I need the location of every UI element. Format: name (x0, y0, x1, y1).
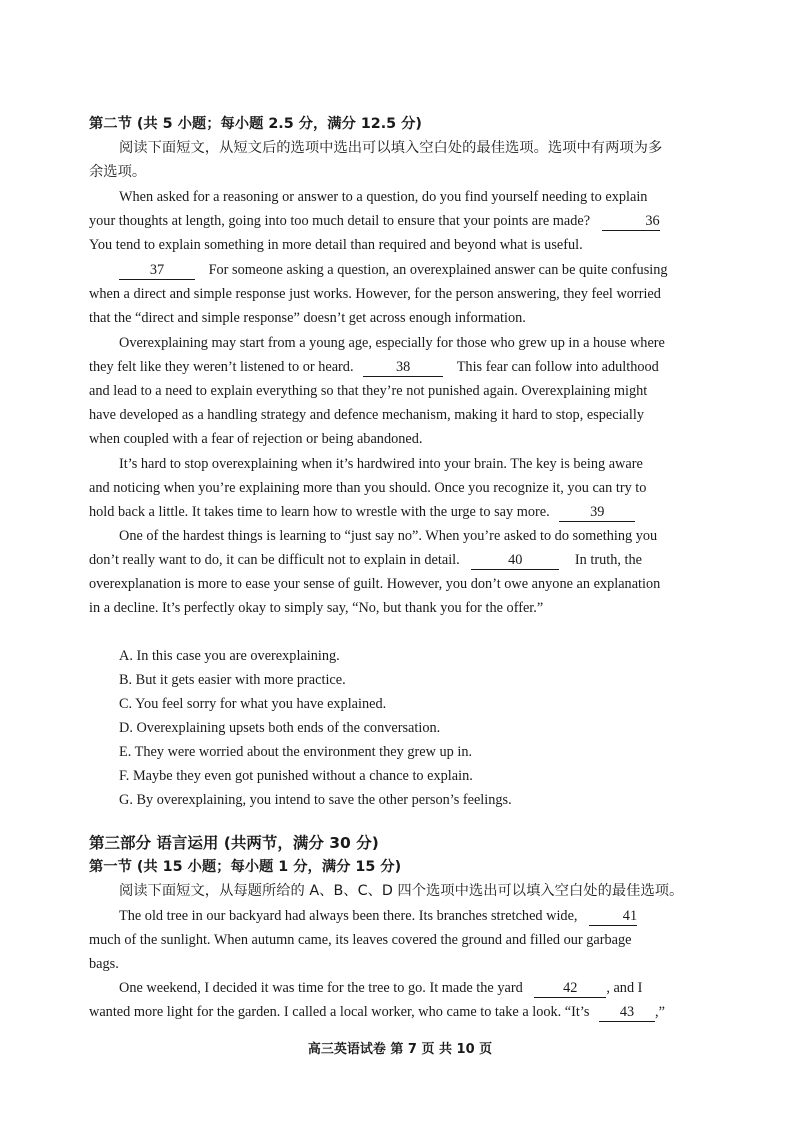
blank-43[interactable]: 43 (599, 1004, 655, 1022)
para3-line3: and lead to a need to explain everything so that they’re not punished again. Overexplaining might (89, 383, 648, 399)
option-e: E. They were worried about the environment they grew up in. (119, 744, 473, 760)
option-c: C. You feel sorry for what you have explained. (119, 696, 387, 712)
para3-line2-text-a: they felt like they weren’t listened to or heard. (89, 359, 354, 375)
section2-instruction-line1: 阅读下面短文，从短文后的选项中选出可以填入空白处的最佳选项。选项中有两项为多 (119, 140, 663, 156)
option-b: B. But it gets easier with more practice. (119, 672, 346, 688)
para3-line2-text-b: This fear can follow into adulthood (456, 359, 659, 375)
para1-line1: When asked for a reasoning or answer to a question, do you find yourself needing to explain (119, 189, 648, 205)
para2-line2: when a direct and simple response just works. However, for the person answering, they feel worried (89, 286, 661, 302)
para5-line2 (89, 549, 642, 571)
para3-line5: when coupled with a fear of rejection or being abandoned. (89, 431, 423, 447)
blank-42[interactable]: 42 (534, 980, 606, 998)
para4-line1: It’s hard to stop overexplaining when it’s hardwired into your brain. The key is being aware (119, 456, 643, 472)
part3-subheading: 第一节 (共 15 小题；每小题 1 分，满分 15 分) (89, 859, 402, 875)
cloze-para1-line1-text: The old tree in our backyard had always been there. Its branches stretched wide, (119, 908, 578, 924)
para1-line3: You tend to explain something in more detail than required and beyond what is useful. (89, 237, 583, 253)
section2-instruction-line2: 余选项。 (89, 164, 147, 180)
cloze-para2-line1 (119, 977, 642, 999)
option-a: A. In this case you are overexplaining. (119, 648, 340, 664)
para5-line2-text-b: In truth, the (574, 552, 642, 568)
blank-40[interactable]: 40 (471, 552, 559, 570)
para5-line2-text-a: don’t really want to do, it can be difficult not to explain in detail. (89, 552, 460, 568)
para3-line1: Overexplaining may start from a young age, especially for those who grew up in a house where (119, 335, 665, 351)
blank-37[interactable]: 37 (119, 262, 195, 280)
para5-line4: in a decline. It’s perfectly okay to simply say, “No, but thank you for the offer.” (89, 600, 544, 616)
para4-line3-text: hold back a little. It takes time to learn how to wrestle with the urge to say more. (89, 504, 550, 520)
cloze-para2-line2-text-a: wanted more light for the garden. I called a local worker, who came to take a look. “It’s (89, 1004, 590, 1020)
cloze-para2-line2-text-b: ,” (655, 1004, 665, 1020)
para1-line2-text: your thoughts at length, going into too much detail to ensure that your points are made? (89, 213, 591, 229)
para5-line1: One of the hardest things is learning to “just say no”. When you’re asked to do something you (119, 528, 658, 544)
para1-line2 (89, 210, 660, 232)
option-d: D. Overexplaining upsets both ends of the conversation. (119, 720, 441, 736)
cloze-para1-line3: bags. (89, 956, 119, 972)
blank-41[interactable]: 41 (589, 908, 637, 926)
page-footer: 高三英语试卷 第 7 页 共 10 页 (307, 1042, 493, 1057)
cloze-para1-line2: much of the sunlight. When autumn came, its leaves covered the ground and filled our garbage (89, 932, 632, 948)
para4-line2: and noticing when you’re explaining more than you should. Once you recognize it, you can try to (89, 480, 647, 496)
para5-line3: overexplanation is more to ease your sense of guilt. However, you don’t owe anyone an explanation (89, 576, 661, 592)
para3-line4: have developed as a handling strategy and defence mechanism, making it hard to stop, especially (89, 407, 645, 423)
option-g: G. By overexplaining, you intend to save the other person’s feelings. (119, 792, 512, 808)
part3-heading: 第三部分 语言运用 (共两节，满分 30 分) (89, 834, 379, 852)
cloze-para1-line1 (119, 905, 637, 927)
cloze-para2-line1-text-a: One weekend, I decided it was time for the tree to go. It made the yard (119, 980, 523, 996)
para2-line1-text: For someone asking a question, an overexplained answer can be quite confusing (208, 262, 668, 278)
para2-line1 (119, 259, 668, 281)
blank-36[interactable]: 36 (602, 213, 660, 231)
blank-39[interactable]: 39 (559, 504, 635, 522)
part3-instruction: 阅读下面短文，从每题所给的 A、B、C、D 四个选项中选出可以填入空白处的最佳选项。 (119, 883, 684, 899)
section2-heading: 第二节 (共 5 小题；每小题 2.5 分，满分 12.5 分) (89, 116, 422, 132)
blank-38[interactable]: 38 (363, 359, 443, 377)
para3-line2 (89, 356, 659, 378)
cloze-para2-line2 (89, 1001, 665, 1023)
para4-line3 (89, 501, 635, 523)
para2-line3: that the “direct and simple response” doesn’t get across enough information. (89, 310, 526, 326)
option-f: F. Maybe they even got punished without a chance to explain. (119, 768, 473, 784)
cloze-para2-line1-text-b: , and I (606, 980, 643, 996)
